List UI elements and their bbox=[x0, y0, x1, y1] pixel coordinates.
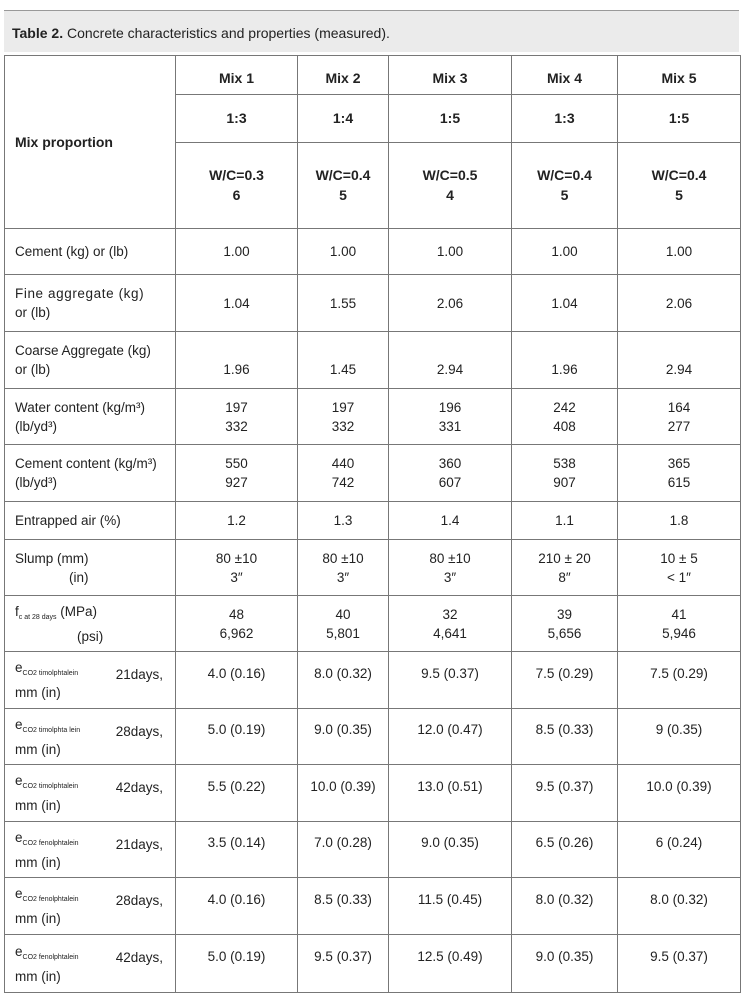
cell: 2.94 bbox=[618, 332, 741, 389]
row-label: Cement (kg) or (lb) bbox=[5, 229, 176, 275]
cell: 39 5,656 bbox=[512, 596, 618, 652]
mix-wc-cont: 4 bbox=[446, 187, 454, 203]
cell: 12.0 (0.47) bbox=[389, 709, 512, 765]
cell: 1.00 bbox=[176, 229, 298, 275]
cell: 80 ±10 3″ bbox=[389, 540, 512, 596]
cell: 9 (0.35) bbox=[618, 709, 741, 765]
cell: 9.5 (0.37) bbox=[298, 935, 389, 993]
concrete-properties-table bbox=[4, 55, 741, 993]
cell: 80 ±10 3″ bbox=[176, 540, 298, 596]
cell: 7.5 (0.29) bbox=[618, 652, 741, 709]
row-label: $e_{CO2 timolphtalein}$ 42days, mm (in) bbox=[5, 765, 176, 822]
cell: 10.0 (0.39) bbox=[618, 765, 741, 822]
row-label: $f_{c at 28 days}$ (MPa) (psi) bbox=[5, 596, 176, 652]
mix-header bbox=[298, 56, 389, 229]
cell: 1.4 bbox=[389, 502, 512, 540]
table-row bbox=[5, 275, 741, 332]
cell: 5.0 (0.19) bbox=[176, 709, 298, 765]
row-label: $e_{CO2 fenolphtalein}$ 21days, mm (in) bbox=[5, 822, 176, 878]
cell: 1.8 bbox=[618, 502, 741, 540]
table-row bbox=[5, 502, 741, 540]
table-row bbox=[5, 765, 741, 822]
cell: 164 277 bbox=[618, 389, 741, 445]
cell: 11.5 (0.45) bbox=[389, 878, 512, 935]
cell: 3.5 (0.14) bbox=[176, 822, 298, 878]
cell: 440 742 bbox=[298, 445, 389, 502]
cell: 40 5,801 bbox=[298, 596, 389, 652]
cell: 6.5 (0.26) bbox=[512, 822, 618, 878]
mix-ratio: 1:4 bbox=[298, 95, 388, 143]
mix-wc-cont: 5 bbox=[339, 187, 347, 203]
table-row bbox=[5, 878, 741, 935]
table-row bbox=[5, 709, 741, 765]
mix-ratio: 1:5 bbox=[618, 95, 740, 143]
cell: 1.00 bbox=[298, 229, 389, 275]
table-row bbox=[5, 652, 741, 709]
cell: 5.5 (0.22) bbox=[176, 765, 298, 822]
cell: 80 ±10 3″ bbox=[298, 540, 389, 596]
mix-name: Mix 2 bbox=[298, 57, 388, 95]
cell: 196 331 bbox=[389, 389, 512, 445]
cell: 10 ± 5 < 1″ bbox=[618, 540, 741, 596]
mix-wc: W/C=0.5 bbox=[422, 167, 478, 183]
table-caption bbox=[4, 10, 739, 52]
row-label: $e_{CO2 timolphta lein}$ 28days, mm (in) bbox=[5, 709, 176, 765]
row-label: Entrapped air (%) bbox=[5, 502, 176, 540]
mix-proportion-label: Mix proportion bbox=[5, 56, 176, 229]
row-label: Water content (kg/m³) (lb/yd³) bbox=[5, 389, 176, 445]
cell: 32 4,641 bbox=[389, 596, 512, 652]
mix-ratio: 1:3 bbox=[512, 95, 617, 143]
cell: 9.0 (0.35) bbox=[512, 935, 618, 993]
cell: 1.04 bbox=[512, 275, 618, 332]
mix-wc: W/C=0.3 bbox=[209, 167, 264, 183]
cell: 9.0 (0.35) bbox=[389, 822, 512, 878]
row-label: $e_{CO2 fenolphtalein}$ 42days, mm (in) bbox=[5, 935, 176, 993]
cell: 1.45 bbox=[298, 332, 389, 389]
cell: 4.0 (0.16) bbox=[176, 878, 298, 935]
header-row bbox=[5, 56, 741, 229]
table-row bbox=[5, 935, 741, 993]
cell: 197 332 bbox=[176, 389, 298, 445]
table-row bbox=[5, 389, 741, 445]
mix-wc: W/C=0.4 bbox=[651, 167, 707, 183]
cell: 1.00 bbox=[618, 229, 741, 275]
cell: 8.0 (0.32) bbox=[512, 878, 618, 935]
mix-name: Mix 3 bbox=[389, 57, 511, 95]
row-label: Cement content (kg/m³) (lb/yd³) bbox=[5, 445, 176, 502]
mix-header bbox=[389, 56, 512, 229]
cell: 197 332 bbox=[298, 389, 389, 445]
row-label: $e_{CO2 timolphtalein}$ 21days, mm (in) bbox=[5, 652, 176, 709]
mix-name: Mix 1 bbox=[176, 57, 297, 95]
cell: 8.0 (0.32) bbox=[618, 878, 741, 935]
cell: 2.06 bbox=[389, 275, 512, 332]
cell: 9.5 (0.37) bbox=[389, 652, 512, 709]
cell: 1.3 bbox=[298, 502, 389, 540]
cell: 4.0 (0.16) bbox=[176, 652, 298, 709]
cell: 48 6,962 bbox=[176, 596, 298, 652]
mix-wc: W/C=0.4 bbox=[315, 167, 371, 183]
cell: 5.0 (0.19) bbox=[176, 935, 298, 993]
cell: 1.96 bbox=[176, 332, 298, 389]
mix-ratio: 1:5 bbox=[389, 95, 511, 143]
cell: 9.0 (0.35) bbox=[298, 709, 389, 765]
cell: 2.06 bbox=[618, 275, 741, 332]
cell: 7.0 (0.28) bbox=[298, 822, 389, 878]
cell: 7.5 (0.29) bbox=[512, 652, 618, 709]
cell: 6 (0.24) bbox=[618, 822, 741, 878]
table-row bbox=[5, 822, 741, 878]
cell: 41 5,946 bbox=[618, 596, 741, 652]
row-label: Slump (mm) (in) bbox=[5, 540, 176, 596]
mix-wc-cont: 6 bbox=[232, 187, 241, 203]
cell: 10.0 (0.39) bbox=[298, 765, 389, 822]
table-row bbox=[5, 229, 741, 275]
cell: 9.5 (0.37) bbox=[618, 935, 741, 993]
cell: 1.96 bbox=[512, 332, 618, 389]
cell: 1.2 bbox=[176, 502, 298, 540]
cell: 550 927 bbox=[176, 445, 298, 502]
cell: 8.5 (0.33) bbox=[298, 878, 389, 935]
cell: 1.00 bbox=[389, 229, 512, 275]
cell: 2.94 bbox=[389, 332, 512, 389]
mix-name: Mix 5 bbox=[618, 57, 740, 95]
cell: 13.0 (0.51) bbox=[389, 765, 512, 822]
row-label: $e_{CO2 fenolphtalein}$ 28days, mm (in) bbox=[5, 878, 176, 935]
mix-wc-cont: 5 bbox=[675, 187, 683, 203]
mix-name: Mix 4 bbox=[512, 57, 617, 95]
row-label: Coarse Aggregate (kg) or (lb) bbox=[5, 332, 176, 389]
table-row bbox=[5, 445, 741, 502]
cell: 1.1 bbox=[512, 502, 618, 540]
row-label: Fine aggregate (kg) or (lb) bbox=[5, 275, 176, 332]
table-row bbox=[5, 332, 741, 389]
cell: 9.5 (0.37) bbox=[512, 765, 618, 822]
cell: 1.55 bbox=[298, 275, 389, 332]
table-row bbox=[5, 540, 741, 596]
cell: 538 907 bbox=[512, 445, 618, 502]
caption-text: Concrete characteristics and properties (measured). bbox=[63, 25, 390, 41]
cell: 242 408 bbox=[512, 389, 618, 445]
cell: 1.04 bbox=[176, 275, 298, 332]
mix-header bbox=[512, 56, 618, 229]
mix-header bbox=[176, 56, 298, 229]
cell: 365 615 bbox=[618, 445, 741, 502]
cell: 360 607 bbox=[389, 445, 512, 502]
mix-wc-cont: 5 bbox=[560, 187, 569, 203]
mix-wc: W/C=0.4 bbox=[537, 167, 592, 183]
cell: 12.5 (0.49) bbox=[389, 935, 512, 993]
cell: 8.0 (0.32) bbox=[298, 652, 389, 709]
mix-header bbox=[618, 56, 741, 229]
cell: 8.5 (0.33) bbox=[512, 709, 618, 765]
caption-label: Table 2. bbox=[12, 25, 64, 41]
mix-ratio: 1:3 bbox=[176, 95, 297, 143]
table-row bbox=[5, 596, 741, 652]
cell: 210 ± 20 8″ bbox=[512, 540, 618, 596]
cell: 1.00 bbox=[512, 229, 618, 275]
